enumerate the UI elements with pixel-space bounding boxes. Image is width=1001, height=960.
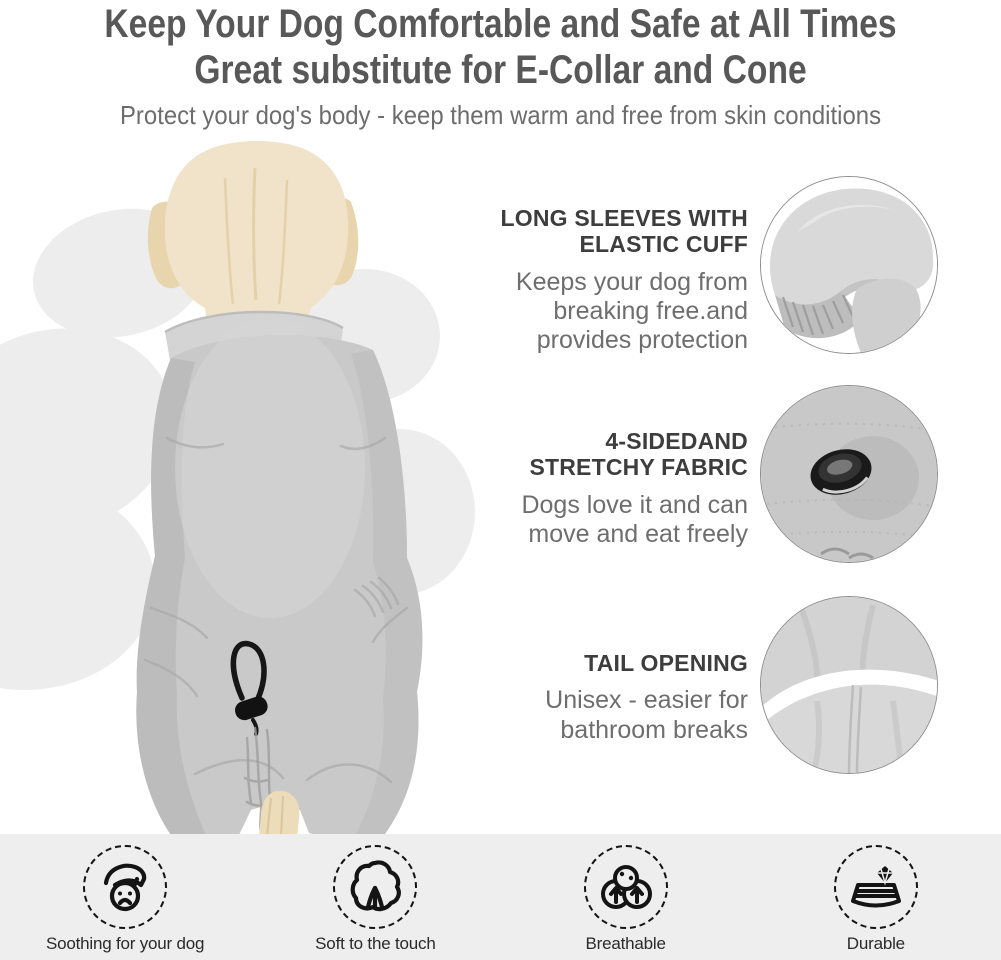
benefits-footer [0,834,1001,960]
feature-title [418,428,748,481]
tail-opening-closeup-photo [760,596,938,774]
feature-body [418,687,748,743]
page-title-line-2: Great substitute for E-Collar and Cone [194,47,807,92]
feature-title-line: TAIL OPENING [584,650,748,676]
feature-tail-opening [418,650,748,743]
badge-durable [751,834,1001,960]
feature-body-line: breaking free.and [553,297,748,326]
feature-body-line: move and eat freely [528,520,748,549]
feature-title [418,650,748,676]
feature-stretchy-fabric [418,428,748,547]
badge-label: Durable [846,934,905,953]
feature-body-line: provides protection [536,326,748,355]
feature-body-line: Keeps your dog from [515,267,748,296]
page-subtitle: Protect your dog's body - keep them warm and free from skin conditions [119,100,882,131]
badge-soft [250,834,500,960]
dashed-circle [83,845,167,929]
feature-body-line: bathroom breaks [560,715,748,744]
dashed-circle [834,845,918,929]
badge-label: Soothing for your dog [45,934,205,953]
feature-title-line: STRETCHY FABRIC [529,454,748,481]
breathable-clouds-arrows-icon [594,855,658,919]
feature-body-line: Dogs love it and can [521,490,748,519]
badge-breathable [501,834,751,960]
dog-petting-hand-icon [93,855,157,919]
cotton-boll-icon [343,855,407,919]
dashed-circle [584,845,668,929]
header [0,2,1001,131]
feature-long-sleeves [418,205,748,354]
feature-title-line: ELASTIC CUFF [579,231,748,258]
sleeve-cuff-closeup-photo [760,176,938,354]
feature-body [418,492,748,548]
badge-soothing [0,834,250,960]
feature-title [418,205,748,258]
feature-body-line: Unisex - easier for [545,686,748,715]
page-title-line-1: Keep Your Dog Comfortable and Safe at All Times [104,2,897,46]
badge-label: Breathable [585,934,666,953]
dashed-circle [333,845,417,929]
badge-label: Soft to the touch [315,934,436,953]
feature-title-line: LONG SLEEVES WITH [500,205,748,231]
feature-title-line: 4-SIDEDAND [605,428,748,454]
durable-fabric-diamond-icon [844,855,908,919]
cord-lock-toggle-closeup-photo [760,385,938,563]
feature-body [418,269,748,354]
